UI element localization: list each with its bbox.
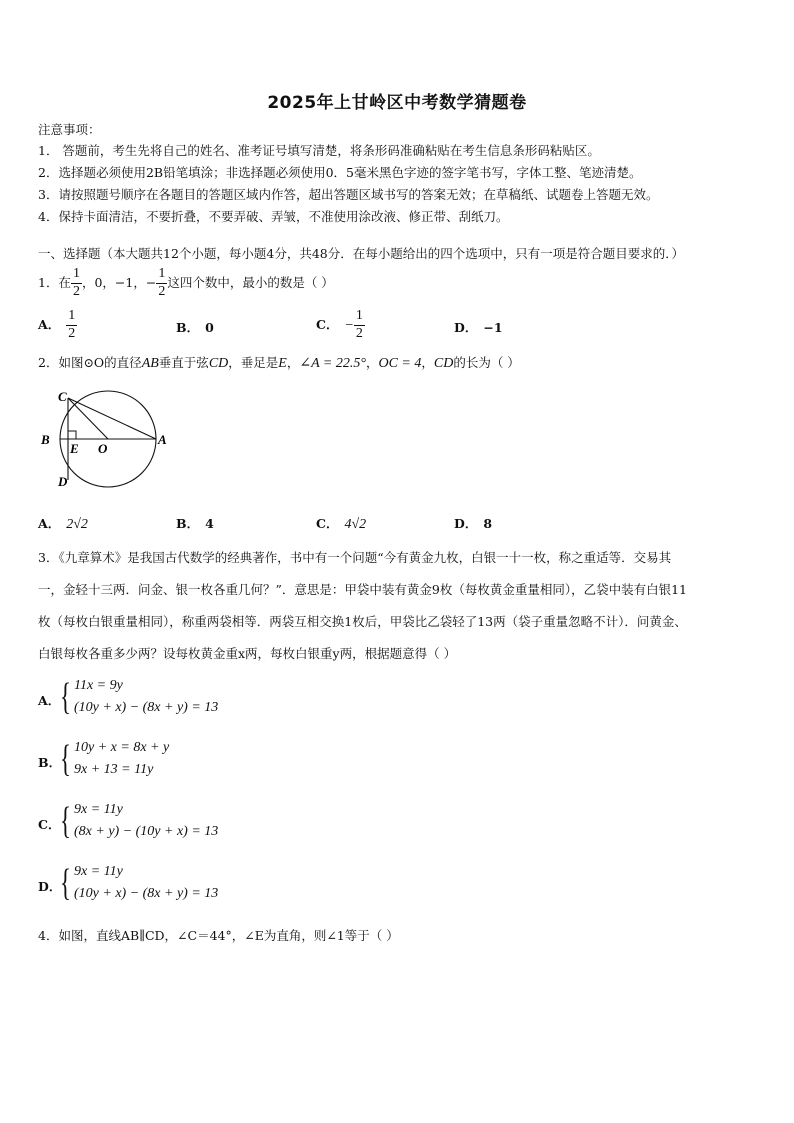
q3-line: 一，金轻十三两．问金、银一枚各重几何？”．意思是：甲袋中装有黄金9枚（每枚黄金重量相同），乙袋中装有白银11 [38, 582, 688, 597]
q1-option-a: A． $\frac{1}{2}$ [38, 308, 76, 341]
label-o: O [98, 441, 108, 456]
q1-option-d: D． −1 [454, 320, 503, 335]
label-d: D [58, 474, 68, 489]
q3-line: 枚（每枚白银重量相同），称重两袋相等．两袋互相交换1枚后，甲袋比乙袋轻了13两（袋子重量忽略不计）．问黄金、 [38, 614, 687, 629]
q1-prefix: 1．在 [38, 274, 71, 290]
circle-figure [38, 385, 178, 495]
q1-fraction: $\frac{1}{2}$ [72, 266, 80, 299]
q1-tail: 这四个数中，最小的数是（ ） [167, 274, 334, 290]
label-b: B [41, 432, 50, 447]
q1-fraction-2: $\frac{1}{2}$ [158, 266, 166, 299]
notice-heading: 注意事项： [38, 122, 101, 137]
exam-title: 2025年上甘岭区中考数学猜题卷 [267, 93, 527, 113]
notice-item: 3．请按照题号顺序在各题目的答题区域内作答，超出答题区域书写的答案无效；在草稿纸、试题卷上答题无效。 [38, 187, 659, 202]
label-a: A [158, 432, 167, 447]
q1-option-c: C． − $\frac{1}{2}$ [316, 308, 363, 341]
label-e: E [70, 441, 79, 456]
q1-middle: ，0，−1，− [81, 274, 157, 290]
q2-option-c: C． 4√2 [316, 516, 367, 532]
notice-item: 1． 答题前，考生先将自己的姓名、准考证号填写清楚，将条形码准确粘贴在考生信息条形码粘贴区。 [38, 143, 600, 158]
question-1-stem [38, 266, 334, 301]
notice-list [38, 140, 758, 228]
question-2-stem: 2．如图⊙O的直径AB垂直于弦CD，垂足是E，∠A = 22.5°，OC = 4，CD的长为（ ） [38, 355, 520, 371]
q1-option-b: B． 0 [176, 320, 214, 335]
q2-option-d: D． 8 [454, 516, 493, 531]
notice-item: 2．选择题必须使用2B铅笔填涂；非选择题必须使用0．5毫米黑色字迹的签字笔书写，字体工整、笔迹清楚。 [38, 165, 642, 180]
q2-option-b: B． 4 [176, 516, 214, 531]
segment-co [68, 398, 108, 439]
question-3-stem [38, 542, 758, 670]
q3-option-a: A． { 11x = 9y (10y + x) − (8x + y) = 13 [38, 676, 219, 718]
segment-ca [68, 398, 156, 439]
section-heading: 一、选择题（本大题共12个小题，每小题4分，共48分．在每小题给出的四个选项中，只有一项是符合题目要求的．） [38, 246, 685, 261]
notice-item: 4．保持卡面清洁，不要折叠，不要弄破、弄皱，不准使用涂改液、修正带、刮纸刀。 [38, 209, 509, 224]
label-c: C [58, 389, 67, 404]
q3-line: 白银每枚各重多少两？设每枚黄金重x两，每枚白银重y两，根据题意得（ ） [38, 646, 457, 661]
question-4-stem: 4．如图，直线AB∥CD，∠C＝44°，∠E为直角，则∠1等于（ ） [38, 928, 399, 943]
q3-option-b: B． { 10y + x = 8x + y 9x + 13 = 11y [38, 738, 170, 780]
right-angle-mark [68, 431, 76, 439]
q3-option-c: C． { 9x = 11y (8x + y) − (10y + x) = 13 [38, 800, 219, 842]
q3-option-d: D． { 9x = 11y (10y + x) − (8x + y) = 13 [38, 862, 219, 904]
q2-option-a: A． 2√2 [38, 516, 88, 532]
q3-line: 3．《九章算术》是我国古代数学的经典著作，书中有一个问题“今有黄金九枚，白银一十一枚，称之重适等．交易其 [38, 550, 672, 565]
